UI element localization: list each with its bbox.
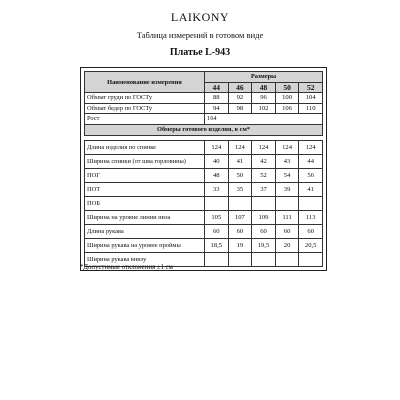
- cell-value: [205, 252, 229, 266]
- table-row: [85, 114, 323, 125]
- cell-value: 19: [228, 238, 252, 252]
- cell-value: 98: [228, 103, 252, 114]
- row-label: Длина рукава: [85, 224, 205, 238]
- row-label: Ширина рукава на уровне проймы: [85, 238, 205, 252]
- size-chart-table: [84, 71, 323, 267]
- cell-value: 96: [252, 93, 276, 104]
- cell-value: 110: [299, 103, 323, 114]
- cell-value: 124: [252, 140, 276, 154]
- cell-value: [275, 252, 299, 266]
- cell-value: [228, 252, 252, 266]
- table-row: [85, 224, 323, 238]
- row-label: Рост: [85, 114, 205, 125]
- cell-value: 50: [228, 168, 252, 182]
- row-label: Ширина на уровне линии низа: [85, 210, 205, 224]
- cell-value: 60: [275, 224, 299, 238]
- row-label: Обхват груди по ГОСТу: [85, 93, 205, 104]
- cell-value: [299, 252, 323, 266]
- model-title: Платье L-943: [169, 47, 231, 58]
- cell-value: 104: [299, 93, 323, 104]
- cell-value: 60: [205, 224, 229, 238]
- cell-value: 42: [252, 154, 276, 168]
- size-header: 46: [228, 82, 252, 93]
- cell-value: 20: [275, 238, 299, 252]
- cell-value: 106: [275, 103, 299, 114]
- cell-value: 124: [299, 140, 323, 154]
- cell-value: 88: [205, 93, 229, 104]
- cell-value: [252, 196, 276, 210]
- cell-value: 37: [252, 182, 276, 196]
- header-sizes: Размеры: [205, 72, 323, 83]
- cell-value: 124: [228, 140, 252, 154]
- cell-value: [205, 196, 229, 210]
- cell-value: 18,5: [205, 238, 229, 252]
- table-row: [85, 210, 323, 224]
- cell-value: 107: [228, 210, 252, 224]
- table-row: [85, 140, 323, 154]
- size-header: 52: [299, 82, 323, 93]
- cell-value: 124: [205, 140, 229, 154]
- cell-value: 60: [252, 224, 276, 238]
- cell-value: 124: [275, 140, 299, 154]
- cell-value: 94: [205, 103, 229, 114]
- cell-value: 19,5: [252, 238, 276, 252]
- cell-value: [299, 196, 323, 210]
- row-label: Длина изделия по спинке: [85, 140, 205, 154]
- cell-value: 56: [299, 168, 323, 182]
- cell-value: 60: [228, 224, 252, 238]
- cell-value: 105: [205, 210, 229, 224]
- section-title: Обмеры готового изделия, в см*: [85, 124, 323, 135]
- cell-value: 102: [252, 103, 276, 114]
- brand-name: LAIKONY: [170, 10, 230, 24]
- table-row: [85, 154, 323, 168]
- cell-value: 43: [275, 154, 299, 168]
- cell-value: 40: [205, 154, 229, 168]
- cell-value: 44: [299, 154, 323, 168]
- section-header-row: [85, 124, 323, 135]
- size-chart-frame: [80, 67, 327, 271]
- cell-value: 113: [299, 210, 323, 224]
- size-header: 50: [275, 82, 299, 93]
- cell-value: 41: [299, 182, 323, 196]
- row-label: Ширина рукава внизу: [85, 252, 205, 266]
- row-label: Обхват бедер по ГОСТу: [85, 103, 205, 114]
- cell-value: 60: [299, 224, 323, 238]
- table-row: [85, 196, 323, 210]
- cell-value: 35: [228, 182, 252, 196]
- cell-value: 54: [275, 168, 299, 182]
- cell-value: 48: [205, 168, 229, 182]
- cell-value: 33: [205, 182, 229, 196]
- cell-value: 41: [228, 154, 252, 168]
- cell-value: 92: [228, 93, 252, 104]
- row-label: ПОБ: [85, 196, 205, 210]
- cell-value: [275, 196, 299, 210]
- size-header: 48: [252, 82, 276, 93]
- table-row: [85, 93, 323, 104]
- cell-value: 111: [275, 210, 299, 224]
- table-row: [85, 168, 323, 182]
- height-value: 164: [205, 114, 323, 125]
- document-subtitle: Таблица измерений в готовом виде: [136, 30, 264, 40]
- cell-value: 39: [275, 182, 299, 196]
- table-row: [85, 238, 323, 252]
- cell-value: 109: [252, 210, 276, 224]
- cell-value: 52: [252, 168, 276, 182]
- table-row: [85, 103, 323, 114]
- table-row: [85, 182, 323, 196]
- cell-value: [228, 196, 252, 210]
- row-label: Ширина спинки (от шва горловины): [85, 154, 205, 168]
- cell-value: 100: [275, 93, 299, 104]
- size-header: 44: [205, 82, 229, 93]
- row-label: ПОТ: [85, 182, 205, 196]
- header-measurement-name: Наименование измерения: [85, 72, 205, 93]
- cell-value: [252, 252, 276, 266]
- cell-value: 20,5: [299, 238, 323, 252]
- row-label: ПОГ: [85, 168, 205, 182]
- tolerance-note: *Допустимые отклонения ±1 см: [80, 264, 173, 271]
